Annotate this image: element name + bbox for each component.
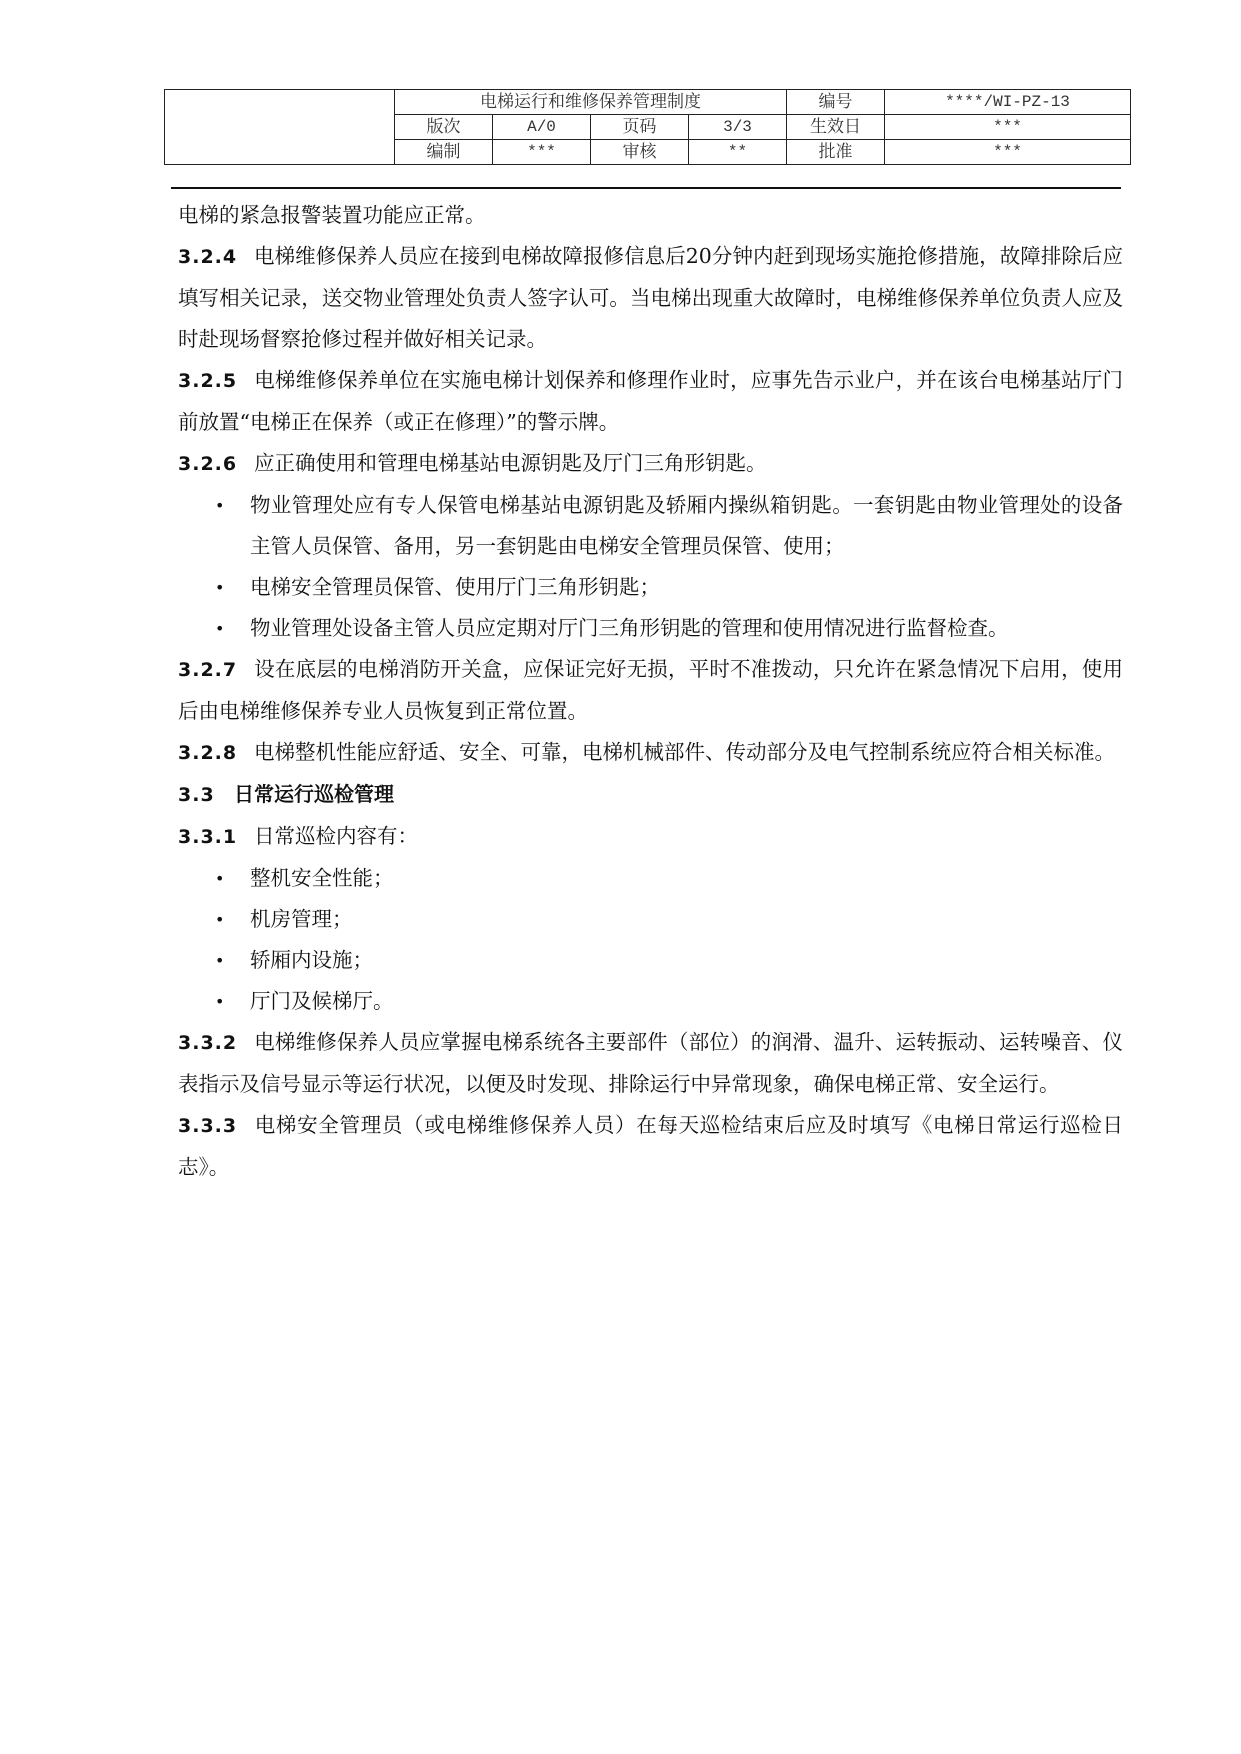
list-item: • 整机安全性能； xyxy=(178,858,1123,899)
list-item: • 轿厢内设施； xyxy=(178,940,1123,981)
section-text: 电梯维修保养人员应在接到电梯故障报修信息后20分钟内赶到现场实施抢修措施，故障排除后应填写相关记录，送交物业管理处负责人签字认可。当电梯出现重大故障时，电梯维修保养单位负责人应及时赴现场督察抢修过程并做好相关记录。 xyxy=(178,244,1123,351)
section-heading: 日常运行巡检管理 xyxy=(234,782,394,806)
section-3-3-2 xyxy=(178,1022,1123,1105)
page-value: 3/3 xyxy=(689,115,787,140)
section-text: 日常巡检内容有： xyxy=(254,824,418,848)
reviewed-value: ** xyxy=(689,140,787,165)
section-number: 3.3 xyxy=(178,784,215,806)
section-number: 3.3.2 xyxy=(178,1032,238,1054)
effective-label: 生效日 xyxy=(787,115,885,140)
section-number: 3.2.5 xyxy=(178,370,238,392)
bullet-icon: • xyxy=(215,992,225,1011)
approved-label: 批准 xyxy=(787,140,885,165)
bullet-icon: • xyxy=(215,869,225,888)
version-label: 版次 xyxy=(395,115,493,140)
section-number: 3.2.6 xyxy=(178,453,238,475)
document-body xyxy=(178,195,1123,1188)
approved-value: *** xyxy=(885,140,1131,165)
section-text: 电梯维修保养人员应掌握电梯系统各主要部件（部位）的润滑、温升、运转振动、运转噪音、仪表指示及信号显示等运行状况，以便及时发现、排除运行中异常现象，确保电梯正常、安全运行。 xyxy=(178,1030,1123,1096)
section-number: 3.3.3 xyxy=(178,1115,238,1137)
list-item: • 电梯安全管理员保管、使用厅门三角形钥匙； xyxy=(178,567,1123,608)
bullet-icon: • xyxy=(215,496,225,515)
bullet-icon: • xyxy=(215,578,225,597)
section-3-2-5 xyxy=(178,360,1123,443)
section-text: 电梯维修保养单位在实施电梯计划保养和修理作业时，应事先告示业户，并在该台电梯基站厅门前放置“电梯正在保养（或正在修理）”的警示牌。 xyxy=(178,368,1123,434)
number-value: ****/WI-PZ-13 xyxy=(885,90,1131,115)
section-number: 3.2.7 xyxy=(178,659,238,681)
bullet-icon: • xyxy=(215,951,225,970)
paragraph-continuation: 电梯的紧急报警装置功能应正常。 xyxy=(178,203,486,227)
section-number: 3.3.1 xyxy=(178,826,238,848)
logo-cell xyxy=(165,90,395,165)
section-text: 设在底层的电梯消防开关盒，应保证完好无损，平时不准拨动，只允许在紧急情况下启用，使用后由电梯维修保养专业人员恢复到正常位置。 xyxy=(178,657,1123,723)
list-item: • 物业管理处应有专人保管电梯基站电源钥匙及轿厢内操纵箱钥匙。一套钥匙由物业管理处的设备主管人员保管、备用，另一套钥匙由电梯安全管理员保管、使用； xyxy=(178,485,1123,567)
section-3-3-3 xyxy=(178,1105,1123,1188)
section-text: 电梯安全管理员（或电梯维修保养人员）在每天巡检结束后应及时填写《电梯日常运行巡检日志》。 xyxy=(178,1113,1123,1179)
section-text: 应正确使用和管理电梯基站电源钥匙及厅门三角形钥匙。 xyxy=(254,451,767,475)
compiled-value: *** xyxy=(493,140,591,165)
section-3-2-4 xyxy=(178,236,1123,360)
document-title: 电梯运行和维修保养管理制度 xyxy=(395,90,787,115)
header-divider xyxy=(171,187,1121,189)
section-text: 电梯整机性能应舒适、安全、可靠，电梯机械部件、传动部分及电气控制系统应符合相关标准。 xyxy=(254,740,1115,764)
list-item: • 物业管理处设备主管人员应定期对厅门三角形钥匙的管理和使用情况进行监督检查。 xyxy=(178,608,1123,649)
bullet-icon: • xyxy=(215,619,225,638)
section-number: 3.2.4 xyxy=(178,246,238,268)
compiled-label: 编制 xyxy=(395,140,493,165)
section-3-2-8 xyxy=(178,732,1123,774)
reviewed-label: 审核 xyxy=(591,140,689,165)
list-item: • 厅门及候梯厅。 xyxy=(178,981,1123,1022)
version-value: A/0 xyxy=(493,115,591,140)
section-3-2-7 xyxy=(178,649,1123,732)
list-item: • 机房管理； xyxy=(178,899,1123,940)
document-header-table xyxy=(164,89,1131,165)
effective-value: *** xyxy=(885,115,1131,140)
page-label: 页码 xyxy=(591,115,689,140)
section-3-3-heading xyxy=(178,774,1123,816)
bullet-icon: • xyxy=(215,910,225,929)
section-3-2-6 xyxy=(178,443,1123,485)
section-number: 3.2.8 xyxy=(178,742,238,764)
number-label: 编号 xyxy=(787,90,885,115)
section-3-3-1 xyxy=(178,816,1123,858)
